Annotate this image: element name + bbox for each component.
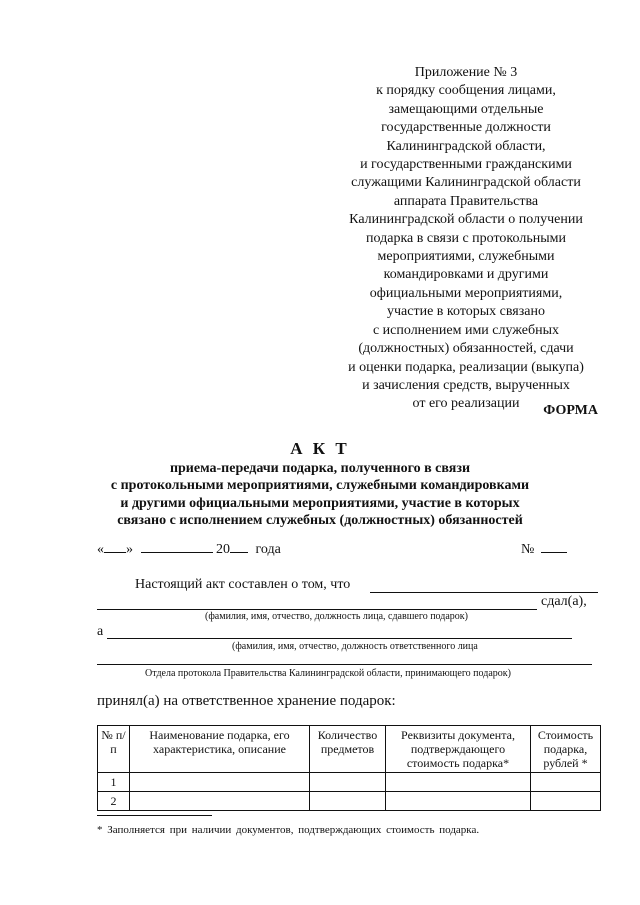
appendix-line: мероприятиями, служебными (377, 249, 555, 265)
footnote-text: * Заполняется при наличии документов, подтверждающих стоимость подарка. (97, 824, 480, 836)
appendix-line: и оценки подарка, реализации (выкупа) (348, 359, 584, 375)
giver-blank[interactable] (97, 609, 537, 610)
act-title-line: приема-передачи подарка, полученного в связи (169, 460, 471, 476)
quantity-cell[interactable] (310, 773, 386, 792)
appendix-line: государственные должности (381, 120, 551, 136)
table-header-row (98, 726, 601, 773)
close-quote: » (126, 542, 133, 557)
act-number-field[interactable] (541, 552, 567, 553)
document-cell[interactable] (386, 773, 531, 792)
receiver-blank[interactable] (107, 638, 572, 639)
footnote-divider (97, 815, 212, 816)
appendix-line: подарка в связи с протокольными (366, 230, 566, 246)
appendix-line: аппарата Правительства (393, 193, 539, 209)
appendix-line: Калининградской области, (386, 138, 546, 154)
responsible-caption: (фамилия, имя, отчество, должность ответственного лица (232, 641, 478, 652)
act-title-line: с протокольными мероприятиями, служебными командировками (110, 478, 530, 493)
gifts-table (97, 725, 601, 811)
appendix-line: с исполнением ими служебных (372, 322, 560, 338)
appendix-line: и зачисления средств, вырученных (362, 377, 570, 393)
document-cell[interactable] (386, 792, 531, 811)
year-word: года (255, 542, 281, 557)
table-row (98, 773, 601, 792)
appendix-line: Калининградской области о получении (349, 212, 583, 228)
and-text: а (97, 624, 104, 639)
handed-text: сдал(а), (541, 594, 587, 609)
appendix-line: официальными мероприятиями, (369, 285, 563, 301)
year-prefix: 20 (216, 542, 230, 557)
table-row (98, 792, 601, 811)
department-caption: Отдела протокола Правительства Калининградской области, принимающего подарок) (145, 668, 511, 679)
row-number: 2 (98, 792, 130, 811)
header-number: № п/п (98, 726, 130, 773)
department-blank[interactable] (97, 664, 592, 665)
appendix-line: замещающими отдельные (388, 101, 544, 117)
intro-text: Настоящий акт составлен о том, что (135, 577, 351, 592)
quantity-cell[interactable] (310, 792, 386, 811)
cost-cell[interactable] (531, 773, 601, 792)
cost-cell[interactable] (531, 792, 601, 811)
act-heading: А К Т (290, 439, 350, 458)
act-number (521, 542, 567, 558)
row-number: 1 (98, 773, 130, 792)
number-sign: № (521, 542, 535, 557)
header-document: Реквизиты документа, подтверждающего стоимость подарка* (386, 726, 531, 773)
appendix-line: участие в которых связано (387, 304, 545, 320)
header-cost: Стоимость подарка, рублей * (531, 726, 601, 773)
act-title-line: связано с исполнением служебных (должностных) обязанностей (117, 513, 523, 528)
appendix-line: командировками и другими (383, 267, 549, 283)
appendix-line: служащими Калининградской области (351, 175, 581, 191)
month-field[interactable] (141, 552, 213, 553)
day-field[interactable] (104, 552, 126, 553)
year-field[interactable] (230, 552, 248, 553)
gift-name-cell[interactable] (130, 773, 310, 792)
header-gift-name: Наименование подарка, его характеристика, описание (130, 726, 310, 773)
appendix-header (330, 64, 602, 414)
giver-caption: (фамилия, имя, отчество, должность лица, сдавшего подарок) (205, 611, 468, 622)
date-line (97, 542, 281, 558)
act-title-line: и другими официальными мероприятиями, участие в которых (120, 495, 520, 511)
appendix-line: от его реализации (412, 396, 520, 412)
appendix-line: Приложение № 3 (414, 65, 518, 80)
header-quantity: Количество предметов (310, 726, 386, 773)
gift-name-cell[interactable] (130, 792, 310, 811)
accepted-text: принял(а) на ответственное хранение подарок: (97, 693, 396, 709)
appendix-line: и государственными гражданскими (360, 157, 572, 173)
form-label: ФОРМА (543, 403, 598, 418)
appendix-line: к порядку сообщения лицами, (376, 83, 556, 99)
appendix-line: (должностных) обязанностей, сдачи (358, 341, 574, 357)
open-quote: « (97, 542, 104, 557)
act-title (0, 440, 640, 530)
intro-blank[interactable] (370, 592, 598, 593)
